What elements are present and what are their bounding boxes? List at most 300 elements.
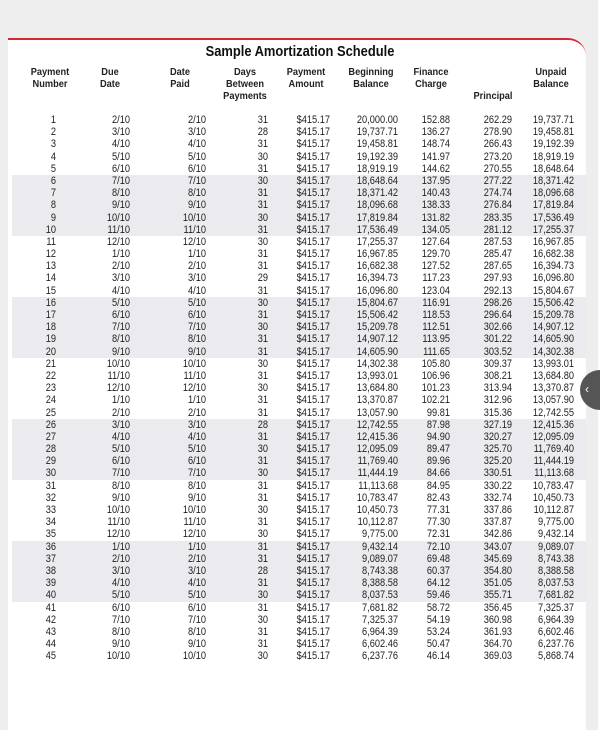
cell-date-paid: 11/10 [183, 516, 206, 529]
cell-payment-number: 17 [45, 309, 56, 321]
cell-payment-number: 9 [50, 211, 56, 224]
cell-payment-number: 44 [45, 638, 56, 651]
cell-unpaid-balance: 13,684.80 [532, 369, 574, 382]
cell-due-date: 6/10 [112, 601, 130, 614]
table-row [12, 565, 586, 577]
cell-finance-charge: 141.97 [421, 150, 450, 163]
cell-finance-charge: 134.05 [421, 223, 450, 236]
table-row [12, 151, 586, 163]
table-row [12, 272, 586, 284]
cell-due-date: 6/10 [112, 455, 130, 468]
table-row [12, 431, 586, 443]
cell-payment-amount: $415.17 [296, 406, 330, 419]
cell-date-paid: 10/10 [182, 650, 206, 663]
cell-unpaid-balance: 11,113.68 [534, 467, 574, 480]
cell-date-paid: 9/10 [188, 491, 206, 504]
table-row [12, 309, 586, 321]
cell-payment-number: 15 [45, 284, 56, 297]
cell-payment-amount: $415.17 [296, 491, 330, 504]
cell-date-paid: 9/10 [188, 199, 206, 212]
cell-days-between: 31 [257, 516, 268, 529]
cell-principal: 283.35 [483, 211, 512, 224]
cell-payment-number: 31 [45, 479, 56, 492]
cell-principal: 292.13 [483, 284, 512, 297]
cell-date-paid: 8/10 [188, 333, 206, 346]
cell-due-date: 8/10 [112, 187, 130, 200]
cell-payment-number: 23 [45, 382, 56, 395]
cell-due-date: 6/10 [112, 309, 130, 321]
cell-beginning-balance: 13,993.01 [356, 369, 398, 382]
cell-beginning-balance: 7,681.82 [362, 601, 398, 614]
cell-principal: 274.74 [483, 187, 512, 200]
cell-payment-number: 28 [45, 443, 56, 456]
cell-date-paid: 4/10 [188, 138, 206, 151]
table-row [12, 528, 586, 540]
cell-unpaid-balance: 11,444.19 [533, 455, 574, 468]
cell-days-between: 30 [257, 650, 268, 663]
cell-principal: 303.52 [483, 345, 512, 358]
cell-due-date: 9/10 [112, 638, 130, 651]
cell-days-between: 31 [257, 345, 268, 358]
cell-days-between: 31 [257, 479, 268, 492]
cell-beginning-balance: 9,089.07 [362, 552, 398, 565]
table-row [12, 297, 586, 309]
cell-unpaid-balance: 12,742.55 [532, 406, 574, 419]
cell-payment-amount: $415.17 [296, 126, 330, 139]
table-row [12, 467, 586, 479]
cell-due-date: 10/10 [106, 357, 130, 370]
cell-finance-charge: 101.23 [421, 382, 450, 395]
cell-principal: 287.53 [483, 235, 512, 248]
cell-unpaid-balance: 16,967.85 [532, 235, 574, 248]
table-row [12, 260, 586, 272]
cell-beginning-balance: 14,302.38 [356, 357, 398, 370]
cell-unpaid-balance: 19,192.39 [532, 138, 574, 151]
cell-payment-amount: $415.17 [296, 235, 330, 248]
cell-beginning-balance: 14,605.90 [356, 345, 398, 358]
header-days-between: Days Between Payments [223, 66, 267, 102]
cell-date-paid: 5/10 [188, 589, 206, 602]
cell-finance-charge: 116.91 [422, 296, 450, 309]
cell-principal: 364.70 [483, 638, 512, 651]
cell-finance-charge: 140.43 [421, 187, 450, 200]
cell-payment-amount: $415.17 [296, 540, 330, 553]
cell-date-paid: 9/10 [188, 638, 206, 651]
cell-date-paid: 7/10 [188, 613, 206, 626]
cell-principal: 330.22 [483, 479, 512, 492]
cell-finance-charge: 117.23 [422, 272, 450, 285]
cell-due-date: 10/10 [106, 211, 130, 224]
table-row [12, 175, 586, 187]
cell-unpaid-balance: 19,737.71 [532, 114, 574, 126]
cell-beginning-balance: 13,684.80 [356, 382, 398, 395]
cell-days-between: 28 [257, 126, 268, 139]
cell-principal: 355.71 [483, 589, 512, 602]
cell-days-between: 31 [257, 601, 268, 614]
cell-finance-charge: 84.66 [426, 467, 450, 480]
cell-due-date: 1/10 [112, 540, 130, 553]
table-row [12, 626, 586, 638]
cell-days-between: 31 [257, 540, 268, 553]
cell-days-between: 30 [257, 443, 268, 456]
cell-principal: 345.69 [483, 552, 512, 565]
cell-days-between: 31 [257, 638, 268, 651]
cell-unpaid-balance: 12,095.09 [532, 430, 574, 443]
cell-principal: 337.86 [483, 504, 512, 516]
cell-payment-number: 10 [45, 223, 56, 236]
cell-date-paid: 3/10 [188, 272, 206, 285]
cell-due-date: 12/10 [106, 528, 130, 541]
cell-beginning-balance: 18,096.68 [356, 199, 398, 212]
table-row [12, 126, 586, 138]
cell-date-paid: 12/10 [182, 382, 206, 395]
cell-date-paid: 7/10 [188, 467, 206, 480]
header-unpaid-balance: Unpaid Balance [533, 66, 569, 90]
cell-payment-amount: $415.17 [296, 516, 330, 529]
cell-payment-amount: $415.17 [296, 272, 330, 285]
cell-date-paid: 7/10 [188, 321, 206, 334]
cell-finance-charge: 87.98 [426, 418, 450, 431]
cell-principal: 351.05 [483, 577, 512, 590]
cell-unpaid-balance: 16,394.73 [532, 260, 574, 273]
cell-due-date: 3/10 [112, 272, 130, 285]
cell-principal: 297.93 [483, 272, 512, 285]
cell-principal: 281.12 [483, 223, 512, 236]
cell-days-between: 31 [257, 577, 268, 590]
cell-beginning-balance: 12,415.36 [356, 430, 398, 443]
cell-finance-charge: 69.48 [426, 552, 450, 565]
cell-unpaid-balance: 7,325.37 [538, 601, 574, 614]
cell-beginning-balance: 13,057.90 [356, 406, 398, 419]
cell-finance-charge: 105.80 [421, 357, 450, 370]
cell-unpaid-balance: 13,993.01 [532, 357, 574, 370]
table-row [12, 589, 586, 601]
cell-payment-number: 4 [50, 150, 56, 163]
cell-days-between: 30 [257, 211, 268, 224]
cell-due-date: 5/10 [112, 150, 130, 163]
cell-days-between: 31 [257, 309, 268, 321]
cell-payment-amount: $415.17 [296, 528, 330, 541]
cell-unpaid-balance: 17,255.37 [532, 223, 574, 236]
cell-unpaid-balance: 13,370.87 [532, 382, 574, 395]
cell-payment-amount: $415.17 [296, 260, 330, 273]
cell-unpaid-balance: 6,602.46 [538, 625, 574, 638]
cell-due-date: 12/10 [106, 235, 130, 248]
table-row [12, 638, 586, 650]
cell-finance-charge: 72.31 [426, 528, 450, 541]
cell-payment-amount: $415.17 [296, 296, 330, 309]
cell-unpaid-balance: 12,415.36 [532, 418, 574, 431]
table-row [12, 480, 586, 492]
cell-finance-charge: 138.33 [421, 199, 450, 212]
cell-payment-amount: $415.17 [296, 455, 330, 468]
cell-days-between: 30 [257, 613, 268, 626]
cell-beginning-balance: 13,370.87 [356, 394, 398, 407]
cell-payment-number: 33 [45, 504, 56, 516]
cell-days-between: 28 [257, 564, 268, 577]
cell-due-date: 2/10 [112, 552, 130, 565]
cell-date-paid: 8/10 [188, 479, 206, 492]
cell-date-paid: 12/10 [182, 235, 206, 248]
cell-date-paid: 5/10 [188, 443, 206, 456]
cell-beginning-balance: 15,209.78 [356, 321, 398, 334]
cell-days-between: 31 [257, 491, 268, 504]
cell-payment-number: 35 [45, 528, 56, 541]
cell-date-paid: 8/10 [188, 187, 206, 200]
cell-days-between: 30 [257, 467, 268, 480]
cell-payment-amount: $415.17 [296, 345, 330, 358]
cell-unpaid-balance: 10,783.47 [532, 479, 574, 492]
cell-due-date: 8/10 [112, 333, 130, 346]
table-row [12, 333, 586, 345]
cell-days-between: 30 [257, 357, 268, 370]
cell-days-between: 31 [257, 369, 268, 382]
cell-finance-charge: 99.81 [426, 406, 450, 419]
cell-unpaid-balance: 15,506.42 [532, 296, 574, 309]
cell-finance-charge: 94.90 [426, 430, 450, 443]
cell-principal: 330.51 [483, 467, 512, 480]
cell-payment-amount: $415.17 [296, 321, 330, 334]
cell-unpaid-balance: 8,388.58 [538, 564, 574, 577]
cell-principal: 273.20 [483, 150, 512, 163]
cell-finance-charge: 50.47 [426, 638, 450, 651]
table-row [12, 248, 586, 260]
cell-days-between: 30 [257, 321, 268, 334]
cell-unpaid-balance: 19,458.81 [532, 126, 574, 139]
cell-due-date: 9/10 [112, 491, 130, 504]
cell-finance-charge: 123.04 [421, 284, 450, 297]
cell-payment-amount: $415.17 [296, 577, 330, 590]
cell-payment-amount: $415.17 [296, 199, 330, 212]
table-row [12, 224, 586, 236]
cell-payment-amount: $415.17 [296, 162, 330, 175]
cell-payment-amount: $415.17 [296, 418, 330, 431]
cell-payment-number: 27 [45, 430, 56, 443]
page-title: Sample Amortization Schedule [205, 43, 395, 60]
table-row [12, 614, 586, 626]
cell-payment-amount: $415.17 [296, 564, 330, 577]
cell-unpaid-balance: 10,112.87 [533, 504, 574, 516]
cell-payment-amount: $415.17 [296, 284, 330, 297]
table-row [12, 407, 586, 419]
cell-principal: 296.64 [483, 309, 512, 321]
cell-due-date: 2/10 [112, 406, 130, 419]
cell-beginning-balance: 10,112.87 [357, 516, 398, 529]
cell-days-between: 31 [257, 223, 268, 236]
cell-date-paid: 10/10 [182, 211, 206, 224]
cell-principal: 354.80 [483, 564, 512, 577]
cell-beginning-balance: 8,388.58 [362, 577, 398, 590]
cell-payment-amount: $415.17 [296, 150, 330, 163]
cell-unpaid-balance: 9,089.07 [538, 540, 574, 553]
cell-payment-number: 14 [45, 272, 56, 285]
cell-beginning-balance: 11,769.40 [357, 455, 398, 468]
cell-payment-number: 37 [45, 552, 56, 565]
cell-date-paid: 3/10 [188, 418, 206, 431]
cell-beginning-balance: 9,775.00 [362, 528, 398, 541]
cell-date-paid: 2/10 [188, 260, 206, 273]
cell-principal: 302.66 [483, 321, 512, 334]
table-row [12, 455, 586, 467]
cell-payment-number: 34 [45, 516, 56, 529]
cell-unpaid-balance: 6,964.39 [538, 613, 574, 626]
cell-beginning-balance: 20,000.00 [356, 114, 398, 126]
cell-beginning-balance: 11,444.19 [357, 467, 398, 480]
cell-payment-number: 21 [45, 357, 56, 370]
cell-date-paid: 10/10 [182, 357, 206, 370]
table-row [12, 199, 586, 211]
cell-date-paid: 3/10 [188, 126, 206, 139]
amortization-table [12, 114, 586, 662]
cell-payment-amount: $415.17 [296, 601, 330, 614]
cell-days-between: 31 [257, 114, 268, 126]
cell-payment-amount: $415.17 [296, 114, 330, 126]
cell-finance-charge: 89.47 [426, 443, 450, 456]
cell-payment-number: 26 [45, 418, 56, 431]
cell-due-date: 5/10 [112, 443, 130, 456]
table-row [12, 114, 586, 126]
cell-finance-charge: 102.21 [421, 394, 450, 407]
table-row [12, 138, 586, 150]
cell-beginning-balance: 16,682.38 [356, 260, 398, 273]
table-row [12, 321, 586, 333]
cell-days-between: 31 [257, 187, 268, 200]
cell-finance-charge: 53.24 [426, 625, 450, 638]
table-row [12, 358, 586, 370]
cell-due-date: 7/10 [112, 613, 130, 626]
cell-principal: 262.29 [483, 114, 512, 126]
cell-date-paid: 1/10 [188, 394, 206, 407]
cell-due-date: 1/10 [112, 248, 130, 261]
table-row [12, 443, 586, 455]
cell-payment-amount: $415.17 [296, 394, 330, 407]
cell-unpaid-balance: 18,371.42 [532, 174, 574, 187]
cell-beginning-balance: 8,037.53 [362, 589, 398, 602]
cell-payment-number: 38 [45, 564, 56, 577]
cell-payment-amount: $415.17 [296, 552, 330, 565]
cell-due-date: 5/10 [112, 296, 130, 309]
cell-unpaid-balance: 13,057.90 [532, 394, 574, 407]
cell-due-date: 7/10 [112, 321, 130, 334]
cell-payment-amount: $415.17 [296, 467, 330, 480]
cell-beginning-balance: 14,907.12 [356, 333, 398, 346]
cell-due-date: 2/10 [112, 114, 130, 126]
cell-date-paid: 11/10 [183, 369, 206, 382]
cell-payment-number: 13 [45, 260, 56, 273]
cell-beginning-balance: 6,237.76 [362, 650, 398, 663]
cell-payment-number: 24 [45, 394, 56, 407]
cell-unpaid-balance: 7,681.82 [538, 589, 574, 602]
cell-date-paid: 2/10 [188, 406, 206, 419]
cell-principal: 298.26 [483, 296, 512, 309]
cell-date-paid: 4/10 [188, 577, 206, 590]
cell-days-between: 31 [257, 406, 268, 419]
table-row [12, 394, 586, 406]
cell-finance-charge: 59.46 [426, 589, 450, 602]
cell-days-between: 31 [257, 260, 268, 273]
cell-finance-charge: 77.31 [426, 504, 450, 516]
cell-date-paid: 6/10 [188, 309, 206, 321]
cell-finance-charge: 113.95 [422, 333, 450, 346]
cell-payment-amount: $415.17 [296, 333, 330, 346]
cell-due-date: 9/10 [112, 345, 130, 358]
cell-finance-charge: 77.30 [426, 516, 450, 529]
cell-date-paid: 2/10 [188, 114, 206, 126]
cell-payment-number: 1 [50, 114, 56, 126]
cell-due-date: 4/10 [112, 577, 130, 590]
cell-beginning-balance: 19,192.39 [356, 150, 398, 163]
cell-payment-number: 39 [45, 577, 56, 590]
cell-days-between: 31 [257, 162, 268, 175]
cell-finance-charge: 84.95 [426, 479, 450, 492]
table-row [12, 212, 586, 224]
cell-days-between: 31 [257, 199, 268, 212]
cell-days-between: 31 [257, 430, 268, 443]
cell-date-paid: 4/10 [188, 284, 206, 297]
cell-payment-amount: $415.17 [296, 589, 330, 602]
cell-unpaid-balance: 17,536.49 [532, 211, 574, 224]
cell-days-between: 31 [257, 552, 268, 565]
header-payment-number: Payment Number [30, 66, 70, 90]
cell-beginning-balance: 9,432.14 [362, 540, 398, 553]
cell-finance-charge: 152.88 [421, 114, 450, 126]
table-row [12, 492, 586, 504]
cell-due-date: 1/10 [112, 394, 130, 407]
cell-unpaid-balance: 5,868.74 [538, 650, 574, 663]
cell-payment-amount: $415.17 [296, 138, 330, 151]
cell-payment-number: 45 [45, 650, 56, 663]
cell-date-paid: 9/10 [188, 345, 206, 358]
cell-days-between: 30 [257, 528, 268, 541]
cell-due-date: 11/10 [107, 223, 130, 236]
cell-days-between: 31 [257, 455, 268, 468]
cell-payment-number: 6 [50, 174, 56, 187]
cell-principal: 278.90 [483, 126, 512, 139]
cell-days-between: 31 [257, 138, 268, 151]
cell-finance-charge: 137.95 [421, 174, 450, 187]
cell-payment-number: 43 [45, 625, 56, 638]
cell-beginning-balance: 12,742.55 [356, 418, 398, 431]
header-date-paid: Date Paid [169, 66, 191, 90]
cell-payment-amount: $415.17 [296, 479, 330, 492]
cell-beginning-balance: 16,394.73 [356, 272, 398, 285]
cell-payment-number: 41 [45, 601, 56, 614]
cell-beginning-balance: 6,602.46 [362, 638, 398, 651]
cell-beginning-balance: 17,255.37 [356, 235, 398, 248]
cell-payment-amount: $415.17 [296, 223, 330, 236]
cell-principal: 325.20 [483, 455, 512, 468]
cell-unpaid-balance: 6,237.76 [538, 638, 574, 651]
cell-due-date: 3/10 [112, 564, 130, 577]
header-beginning-balance: Beginning Balance [348, 66, 394, 90]
cell-date-paid: 7/10 [188, 174, 206, 187]
cell-beginning-balance: 18,648.64 [356, 174, 398, 187]
cell-principal: 266.43 [483, 138, 512, 151]
cell-finance-charge: 106.96 [421, 369, 450, 382]
cell-days-between: 30 [257, 504, 268, 516]
cell-days-between: 31 [257, 333, 268, 346]
cell-days-between: 31 [257, 625, 268, 638]
cell-date-paid: 2/10 [188, 552, 206, 565]
cell-due-date: 11/10 [107, 369, 130, 382]
cell-unpaid-balance: 18,919.19 [532, 150, 574, 163]
cell-due-date: 5/10 [112, 589, 130, 602]
cell-date-paid: 5/10 [188, 296, 206, 309]
cell-days-between: 28 [257, 418, 268, 431]
cell-due-date: 10/10 [106, 504, 130, 516]
cell-days-between: 29 [257, 272, 268, 285]
cell-payment-amount: $415.17 [296, 309, 330, 321]
